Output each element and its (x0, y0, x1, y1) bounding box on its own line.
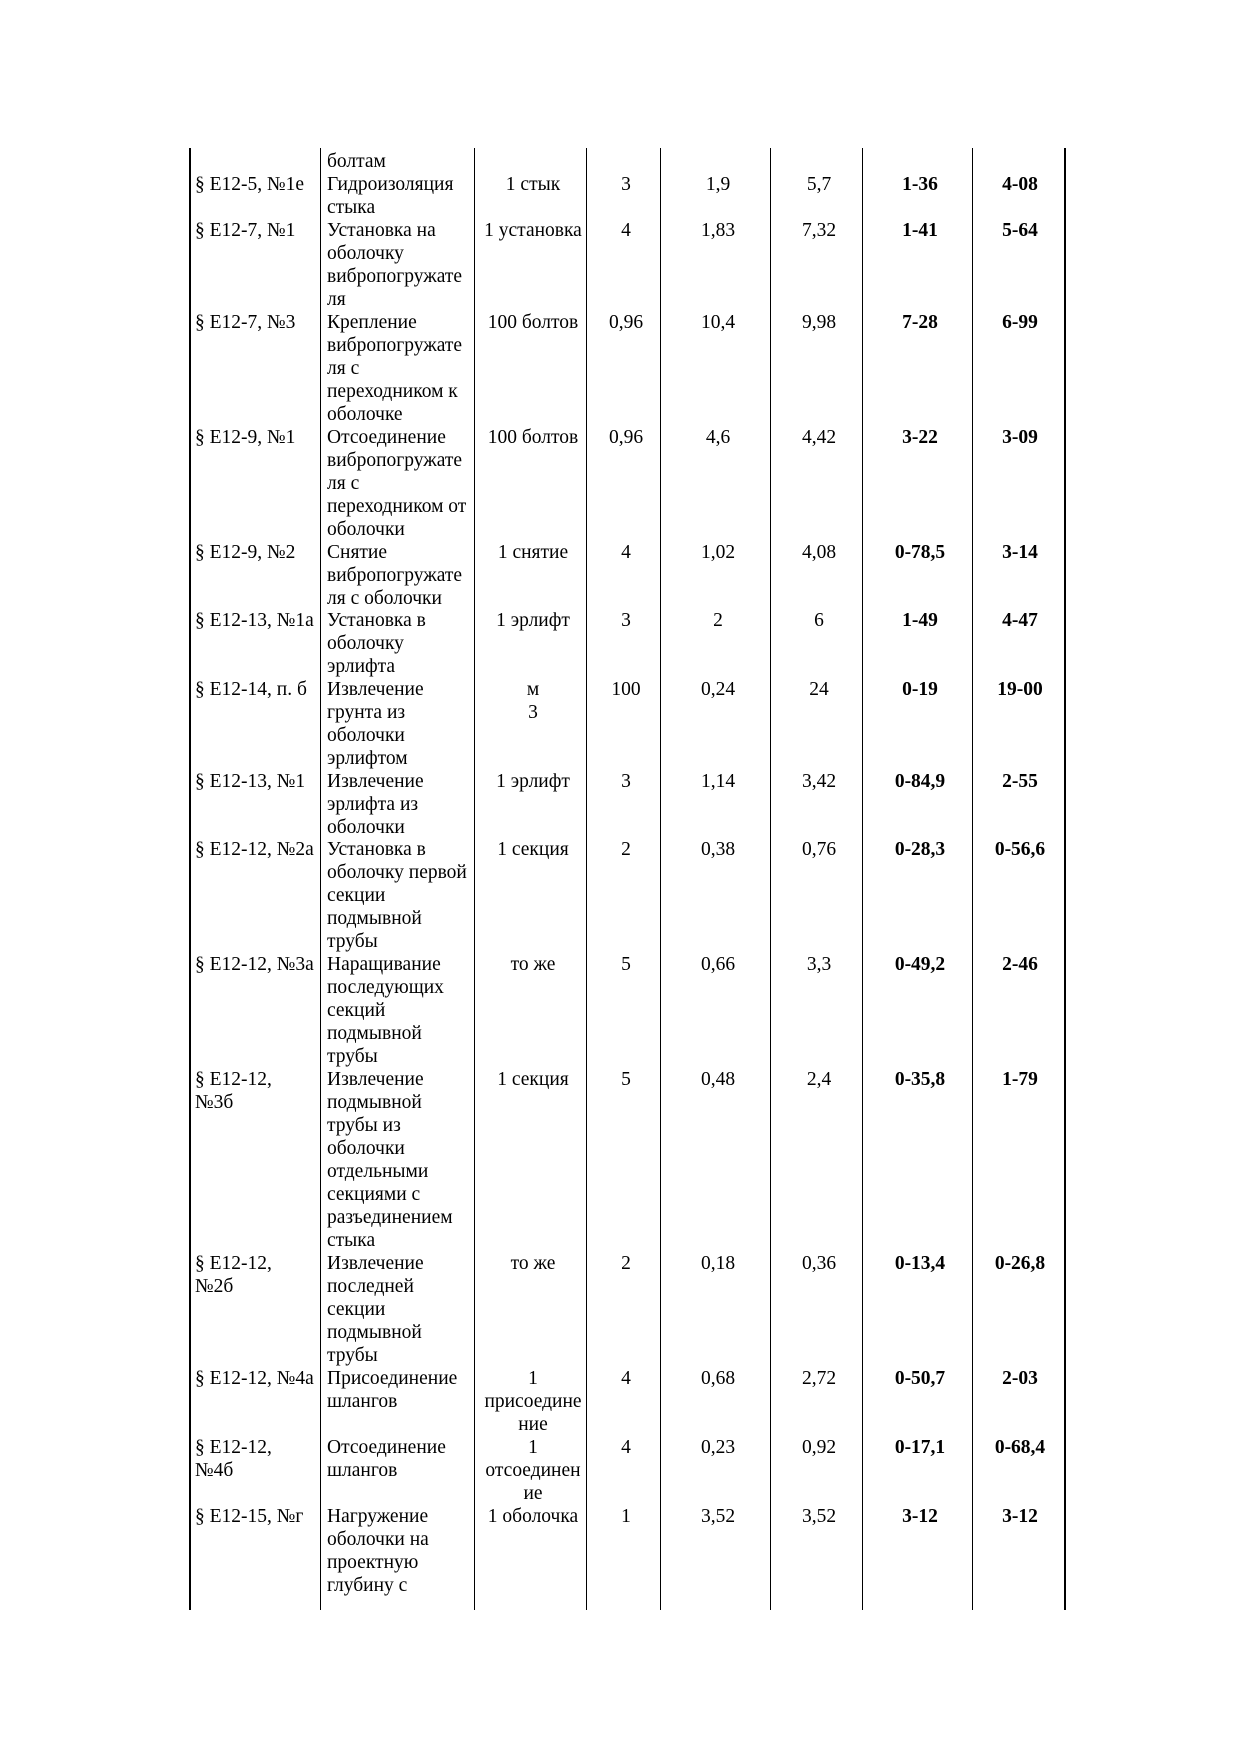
cost-cell: 0-68,4 (994, 1437, 1046, 1458)
quantity-cell: 0,96 (608, 312, 644, 333)
code-cell: § Е12-12, №4б (195, 1437, 272, 1481)
work-cell: Установка в оболочку эрлифта (327, 610, 426, 677)
norm-cell: 0,68 (700, 1368, 736, 1389)
column-divider (320, 148, 321, 1610)
total-cell: 3,42 (801, 771, 837, 792)
work-cell: Извлечение эрлифта из оболочки (327, 771, 424, 838)
cost-cell: 2-55 (1002, 771, 1038, 792)
rate-cell: 0-78,5 (894, 542, 946, 563)
quantity-cell: 0,96 (608, 427, 644, 448)
norm-cell: 0,18 (700, 1253, 736, 1274)
column-divider (586, 148, 587, 1610)
total-cell: 0,92 (801, 1437, 837, 1458)
total-cell: 4,08 (801, 542, 837, 563)
column-divider (770, 148, 771, 1610)
cost-cell: 19-00 (997, 679, 1043, 700)
norm-cell: 10,4 (700, 312, 736, 333)
work-cell: Нагружение оболочки на проектную глубину с (327, 1506, 429, 1596)
rate-cell: 0-17,1 (894, 1437, 946, 1458)
norm-cell: 0,24 (700, 679, 736, 700)
quantity-cell: 4 (621, 1437, 631, 1458)
code-cell: § Е12-13, №1 (195, 771, 306, 792)
work-cell: Крепление вибропогружате ля с переходником к оболочке (327, 312, 463, 425)
quantity-cell: 2 (621, 1253, 631, 1274)
work-cell: Отсоединение вибропогружате ля с переходником от оболочки (327, 427, 467, 540)
quantity-cell: 4 (621, 1368, 631, 1389)
cost-cell: 3-12 (1002, 1506, 1038, 1527)
unit-cell: 1 отсоединен ие (485, 1437, 581, 1504)
total-cell: 7,32 (801, 220, 837, 241)
norm-cell: 1,9 (705, 174, 731, 195)
rate-cell: 3-22 (902, 427, 938, 448)
cost-cell: 4-08 (1002, 174, 1038, 195)
cost-cell: 2-46 (1002, 954, 1038, 975)
rate-cell: 0-13,4 (894, 1253, 946, 1274)
unit-cell: 1 секция (497, 839, 569, 860)
cost-cell: 2-03 (1002, 1368, 1038, 1389)
norm-cell: 1,83 (700, 220, 736, 241)
rate-cell: 1-49 (902, 610, 938, 631)
rate-cell: 1-36 (902, 174, 938, 195)
code-cell: § Е12-7, №3 (195, 312, 296, 333)
work-cell: Извлечение грунта из оболочки эрлифтом (327, 679, 424, 769)
unit-cell: то же (510, 954, 556, 975)
cost-cell: 4-47 (1002, 610, 1038, 631)
work-cell: Установка на оболочку вибропогружате ля (327, 220, 463, 310)
code-cell: § Е12-12, №2б (195, 1253, 272, 1297)
unit-cell: м 3 (526, 679, 540, 723)
column-divider (660, 148, 661, 1610)
work-cell: Присоединение шлангов (327, 1368, 458, 1412)
norm-cell: 3,52 (700, 1506, 736, 1527)
code-cell: § Е12-7, №1 (195, 220, 296, 241)
quantity-cell: 100 (611, 679, 641, 700)
work-cell: Наращивание последующих секций подмывной трубы (327, 954, 444, 1067)
norm-cell: 0,23 (700, 1437, 736, 1458)
rate-cell: 0-19 (902, 679, 938, 700)
norm-cell: 0,48 (700, 1069, 736, 1090)
unit-cell: 1 секция (497, 1069, 569, 1090)
unit-cell: 1 эрлифт (496, 771, 570, 792)
rate-cell: 0-35,8 (894, 1069, 946, 1090)
unit-cell: 100 болтов (487, 312, 579, 333)
quantity-cell: 4 (621, 220, 631, 241)
quantity-cell: 3 (621, 174, 631, 195)
code-cell: § Е12-12, №4а (195, 1368, 314, 1389)
rate-cell: 0-49,2 (894, 954, 946, 975)
quantity-cell: 3 (621, 610, 631, 631)
total-cell: 3,52 (801, 1506, 837, 1527)
cost-cell: 1-79 (1002, 1069, 1038, 1090)
total-cell: 6 (814, 610, 824, 631)
cost-cell: 5-64 (1002, 220, 1038, 241)
code-cell: § Е12-12, №3а (195, 954, 314, 975)
code-cell: § Е12-15, №г (195, 1506, 304, 1527)
cost-cell: 0-26,8 (994, 1253, 1046, 1274)
quantity-cell: 5 (621, 1069, 631, 1090)
code-cell: § Е12-9, №1 (195, 427, 296, 448)
work-cell: Извлечение подмывной трубы из оболочки отдельными секциями с разъединением стыка (327, 1069, 453, 1251)
rate-cell: 7-28 (902, 312, 938, 333)
quantity-cell: 5 (621, 954, 631, 975)
column-divider (474, 148, 475, 1610)
norm-cell: 2 (713, 610, 723, 631)
code-cell: § Е12-13, №1а (195, 610, 314, 631)
unit-cell: 1 оболочка (487, 1506, 579, 1527)
rate-cell: 0-28,3 (894, 839, 946, 860)
quantity-cell: 1 (621, 1506, 631, 1527)
work-cell: Снятие вибропогружате ля с оболочки (327, 542, 463, 609)
norm-cell: 0,38 (700, 839, 736, 860)
norm-cell: 4,6 (705, 427, 731, 448)
norm-cell: 1,14 (700, 771, 736, 792)
work-cell: Установка в оболочку первой секции подмывной трубы (327, 839, 467, 952)
work-cell: Извлечение последней секции подмывной трубы (327, 1253, 424, 1366)
unit-cell: 1 стык (505, 174, 561, 195)
total-cell: 2,72 (801, 1368, 837, 1389)
total-cell: 5,7 (806, 174, 832, 195)
total-cell: 0,36 (801, 1253, 837, 1274)
cost-cell: 3-14 (1002, 542, 1038, 563)
cost-cell: 6-99 (1002, 312, 1038, 333)
unit-cell: 1 установка (484, 220, 582, 241)
code-cell: § Е12-12, №2а (195, 839, 314, 860)
code-cell: § Е12-12, №3б (195, 1069, 272, 1113)
norm-cell: 0,66 (700, 954, 736, 975)
rate-cell: 0-84,9 (894, 771, 946, 792)
quantity-cell: 4 (621, 542, 631, 563)
column-divider (862, 148, 863, 1610)
work-cell: Гидроизоляция стыка (327, 174, 454, 218)
unit-cell: 100 болтов (487, 427, 579, 448)
code-cell: § Е12-5, №1е (195, 174, 305, 195)
cost-cell: 3-09 (1002, 427, 1038, 448)
norm-cell: 1,02 (700, 542, 736, 563)
total-cell: 2,4 (806, 1069, 832, 1090)
total-cell: 0,76 (801, 839, 837, 860)
work-cell: Отсоединение шлангов (327, 1437, 446, 1481)
code-cell: § Е12-14, п. б (195, 679, 307, 700)
work-cell: болтам (327, 151, 386, 172)
rate-cell: 3-12 (902, 1506, 938, 1527)
column-divider (972, 148, 973, 1610)
code-cell: § Е12-9, №2 (195, 542, 296, 563)
cost-cell: 0-56,6 (994, 839, 1046, 860)
unit-cell: то же (510, 1253, 556, 1274)
unit-cell: 1 эрлифт (496, 610, 570, 631)
total-cell: 24 (809, 679, 829, 700)
total-cell: 4,42 (801, 427, 837, 448)
quantity-cell: 2 (621, 839, 631, 860)
total-cell: 9,98 (801, 312, 837, 333)
rate-cell: 1-41 (902, 220, 938, 241)
unit-cell: 1 присоедине ние (484, 1368, 582, 1435)
total-cell: 3,3 (806, 954, 832, 975)
rate-cell: 0-50,7 (894, 1368, 946, 1389)
unit-cell: 1 снятие (497, 542, 569, 563)
quantity-cell: 3 (621, 771, 631, 792)
